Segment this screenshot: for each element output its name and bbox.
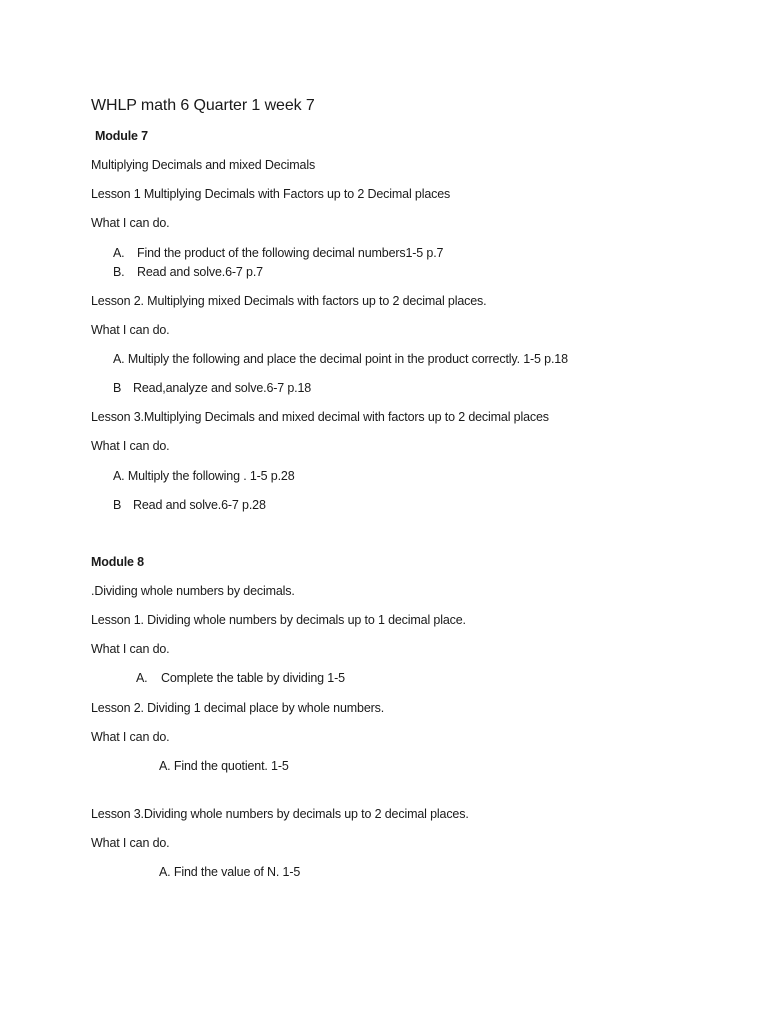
- module-8-heading: Module 8: [91, 555, 144, 569]
- list-marker: B: [113, 381, 122, 395]
- list-item: [113, 264, 263, 280]
- list-item-text: Read and solve.6-7 p.28: [133, 498, 266, 512]
- list-item-text: Complete the table by dividing 1-5: [161, 671, 345, 685]
- m8-lesson-3-title: Lesson 3.Dividing whole numbers by decimals up to 2 decimal places.: [91, 807, 469, 821]
- m8-lesson-1-what-i-can-do: What I can do.: [91, 642, 170, 656]
- m8-lesson-2-title: Lesson 2. Dividing 1 decimal place by whole numbers.: [91, 701, 385, 715]
- m7-lesson-3-title: Lesson 3.Multiplying Decimals and mixed decimal with factors up to 2 decimal places: [91, 410, 549, 424]
- list-marker: B: [113, 498, 122, 512]
- list-item: [113, 380, 311, 396]
- m8-lesson-1-title: Lesson 1. Dividing whole numbers by decimals up to 1 decimal place.: [91, 613, 466, 627]
- module-7-topic: Multiplying Decimals and mixed Decimals: [91, 158, 316, 172]
- list-marker: A.: [136, 671, 148, 685]
- list-item-text: Read and solve.6-7 p.7: [137, 265, 263, 279]
- list-marker: A.: [113, 246, 125, 260]
- m8-lesson-3-item: A. Find the value of N. 1-5: [159, 865, 301, 879]
- m7-lesson-2-item-a: A. Multiply the following and place the decimal point in the product correctly. 1-5 p.18: [113, 352, 568, 366]
- m7-lesson-1-what-i-can-do: What I can do.: [91, 216, 170, 230]
- list-item: [113, 497, 266, 513]
- list-marker: B.: [113, 265, 125, 279]
- list-item: [136, 670, 345, 686]
- m8-lesson-2-what-i-can-do: What I can do.: [91, 730, 170, 744]
- list-item: [113, 245, 443, 261]
- list-item-text: Find the product of the following decimal numbers1-5 p.7: [137, 246, 444, 260]
- m7-lesson-3-what-i-can-do: What I can do.: [91, 439, 170, 453]
- list-item-text: Read,analyze and solve.6-7 p.18: [133, 381, 312, 395]
- m8-lesson-2-item: A. Find the quotient. 1-5: [159, 759, 289, 773]
- m7-lesson-2-what-i-can-do: What I can do.: [91, 323, 170, 337]
- module-8-topic: .Dividing whole numbers by decimals.: [91, 584, 295, 598]
- module-7-heading: Module 7: [95, 129, 148, 143]
- m7-lesson-1-title: Lesson 1 Multiplying Decimals with Factors up to 2 Decimal places: [91, 187, 451, 201]
- m8-lesson-3-what-i-can-do: What I can do.: [91, 836, 170, 850]
- document-title: WHLP math 6 Quarter 1 week 7: [91, 97, 315, 114]
- m7-lesson-2-title: Lesson 2. Multiplying mixed Decimals with factors up to 2 decimal places.: [91, 294, 487, 308]
- m7-lesson-3-item-a: A. Multiply the following . 1-5 p.28: [113, 469, 295, 483]
